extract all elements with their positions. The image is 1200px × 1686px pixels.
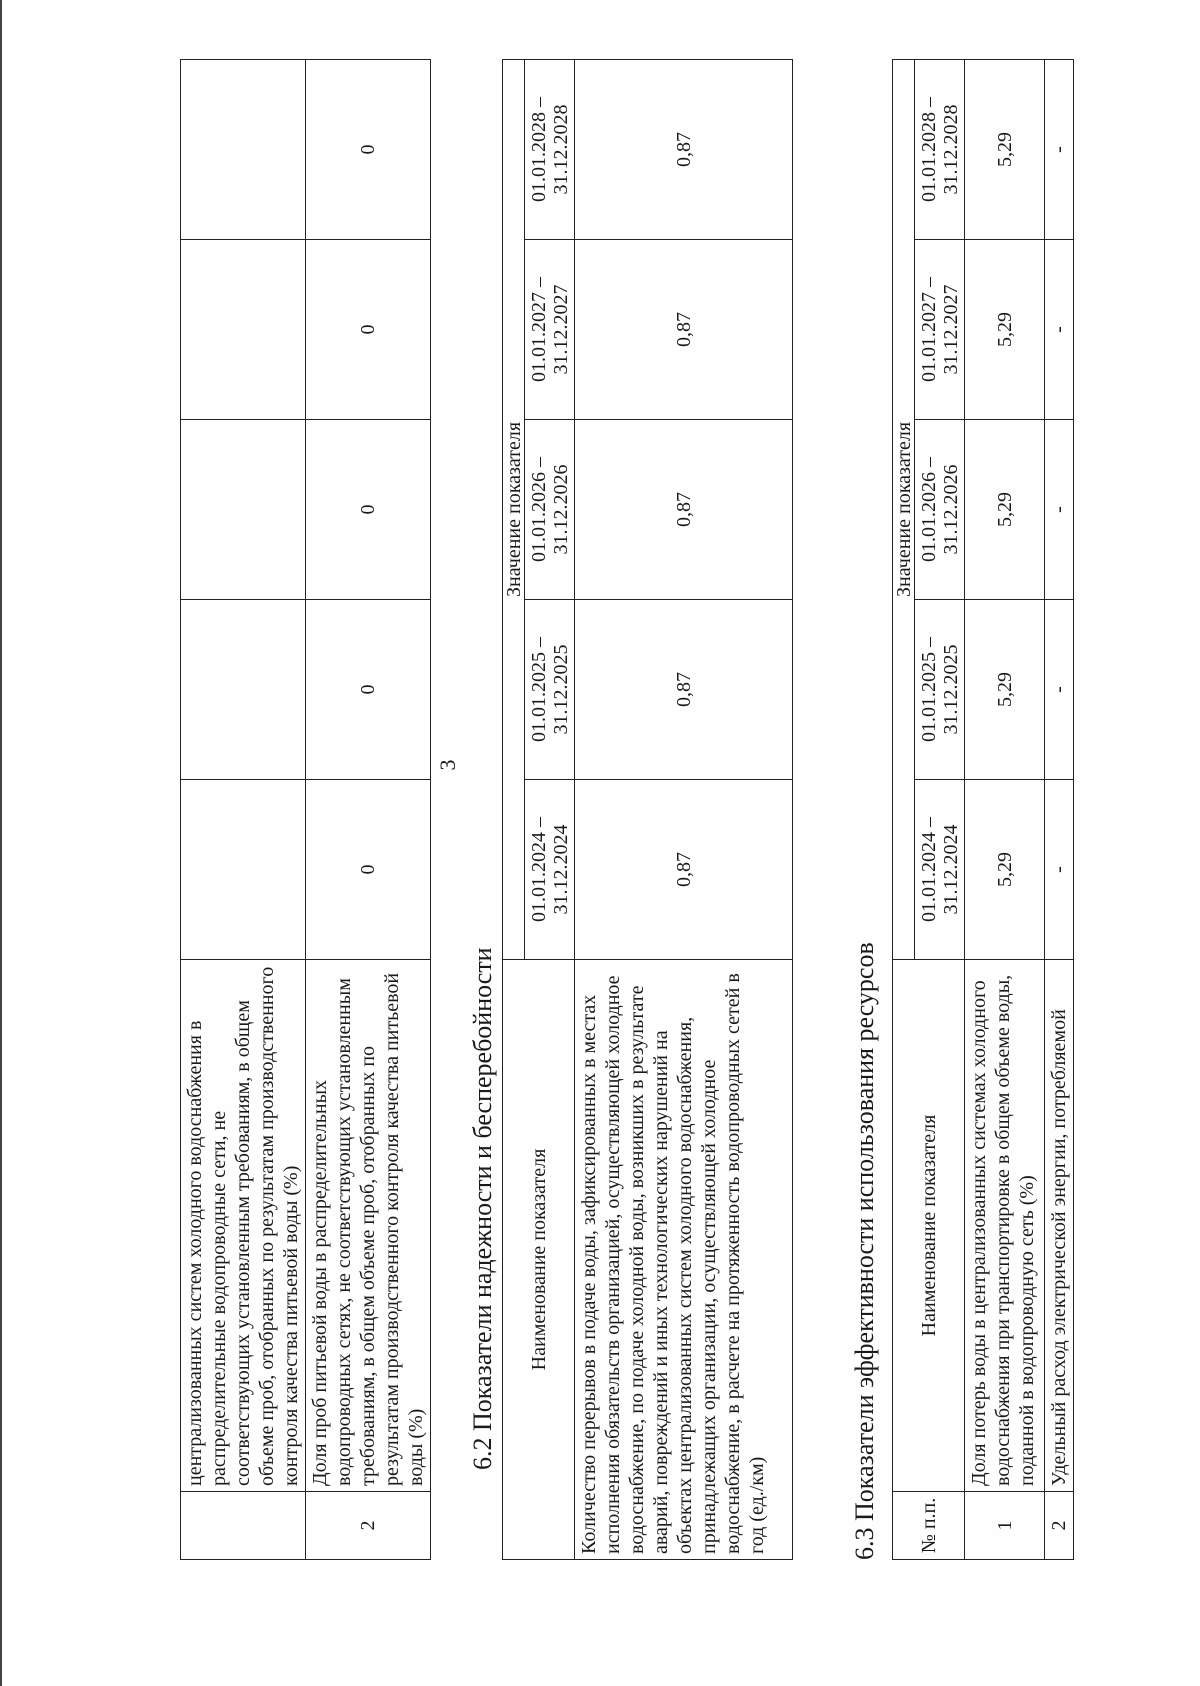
rotated-content — [180, 60, 1160, 1560]
value-cell: 0 — [306, 240, 431, 420]
value-cell: 5,29 — [965, 600, 1045, 780]
value-cell: - — [1045, 600, 1074, 780]
period-header: 01.01.2026 – 31.12.2026 — [915, 420, 965, 600]
water-quality-table — [180, 59, 431, 1560]
value-cell: 0 — [306, 420, 431, 600]
table-row — [1045, 59, 1074, 1559]
period-header: 01.01.2027 – 31.12.2027 — [915, 240, 965, 420]
period-header: 01.01.2025 – 31.12.2025 — [525, 600, 575, 780]
value-cell: 0,87 — [575, 420, 793, 600]
indicator-name: Доля проб питьевой воды в распределительных водопроводных сетях, не соответствующих установленным требованиям, в общем объеме проб, отобранных по результатам производственного контроля качества питьевой воды (%) — [306, 960, 431, 1492]
value-cell — [181, 600, 306, 780]
section-title: 6.3 Показатели эффективности использования ресурсов — [850, 942, 879, 1560]
column-header-number: № п.п. — [893, 1492, 965, 1560]
value-cell: 5,29 — [965, 780, 1045, 960]
period-header: 01.01.2026 – 31.12.2026 — [525, 420, 575, 600]
value-cell: 5,29 — [965, 59, 1045, 239]
indicator-name: Удельный расход электрической энергии, потребляемой — [1045, 960, 1074, 1492]
value-cell: 0 — [306, 600, 431, 780]
row-number: 1 — [965, 1492, 1045, 1560]
table-row — [306, 60, 431, 1560]
value-cell: - — [1045, 240, 1074, 420]
table-header-row — [893, 59, 915, 1559]
indicator-name: Количество перерывов в подаче воды, зафиксированных в местах исполнения обязательств организацией, осуществляющей холодное водоснабжение, по подаче холодной воды, возникших в результате аварий, повреждений и иных технологических нарушений на объектах централизованных систем холодного водоснабжения, принадлежащих организации, осуществляющей холодное водоснабжение, в расчете на протяженность водопроводных сетей в год (ед./км) — [575, 960, 793, 1560]
period-header: 01.01.2027 – 31.12.2027 — [525, 240, 575, 420]
section-title: 6.2 Показатели надежности и бесперебойности — [468, 947, 497, 1470]
table-row — [575, 59, 793, 1559]
column-header-value: Значение показателя — [503, 59, 525, 959]
value-cell: 0,87 — [575, 780, 793, 960]
value-cell: 0,87 — [575, 240, 793, 420]
resource-efficiency-table — [892, 59, 1074, 1560]
period-header: 01.01.2028 – 31.12.2028 — [915, 59, 965, 239]
period-header: 01.01.2028 – 31.12.2028 — [525, 59, 575, 239]
column-header-value: Значение показателя — [893, 59, 915, 959]
scan-edge — [0, 0, 2, 1686]
value-cell: 0,87 — [575, 59, 793, 239]
value-cell: - — [1045, 780, 1074, 960]
row-number: 2 — [306, 1492, 431, 1560]
value-cell: 0,87 — [575, 600, 793, 780]
indicator-name: централизованных систем холодного водоснабжения в распределительные водопроводные сети, не соответствующих установленным требованиям, в общем объеме проб, отобранных по результатам производственного контроля качества питьевой воды (%) — [181, 960, 306, 1492]
table-header-row — [503, 59, 525, 1559]
value-cell: - — [1045, 420, 1074, 600]
page-number: 3 — [435, 759, 460, 771]
value-cell: - — [1045, 59, 1074, 239]
value-cell: 5,29 — [965, 420, 1045, 600]
value-cell — [181, 420, 306, 600]
indicator-name: Доля потерь воды в централизованных системах холодного водоснабжения при транспортировке в общем объеме воды, поданной в водопроводную сеть (%) — [965, 960, 1045, 1492]
reliability-table — [502, 59, 793, 1560]
value-cell — [181, 780, 306, 960]
row-number: 2 — [1045, 1492, 1074, 1560]
value-cell: 0 — [306, 60, 431, 240]
table-row — [965, 59, 1045, 1559]
column-header-name: Наименование показателя — [503, 960, 575, 1560]
value-cell — [181, 240, 306, 420]
period-header: 01.01.2025 – 31.12.2025 — [915, 600, 965, 780]
table-row — [181, 60, 306, 1560]
value-cell: 5,29 — [965, 240, 1045, 420]
period-header: 01.01.2024 – 31.12.2024 — [915, 780, 965, 960]
value-cell — [181, 60, 306, 240]
row-number — [181, 1492, 306, 1560]
value-cell: 0 — [306, 780, 431, 960]
column-header-name: Наименование показателя — [893, 960, 965, 1492]
period-header: 01.01.2024 – 31.12.2024 — [525, 780, 575, 960]
